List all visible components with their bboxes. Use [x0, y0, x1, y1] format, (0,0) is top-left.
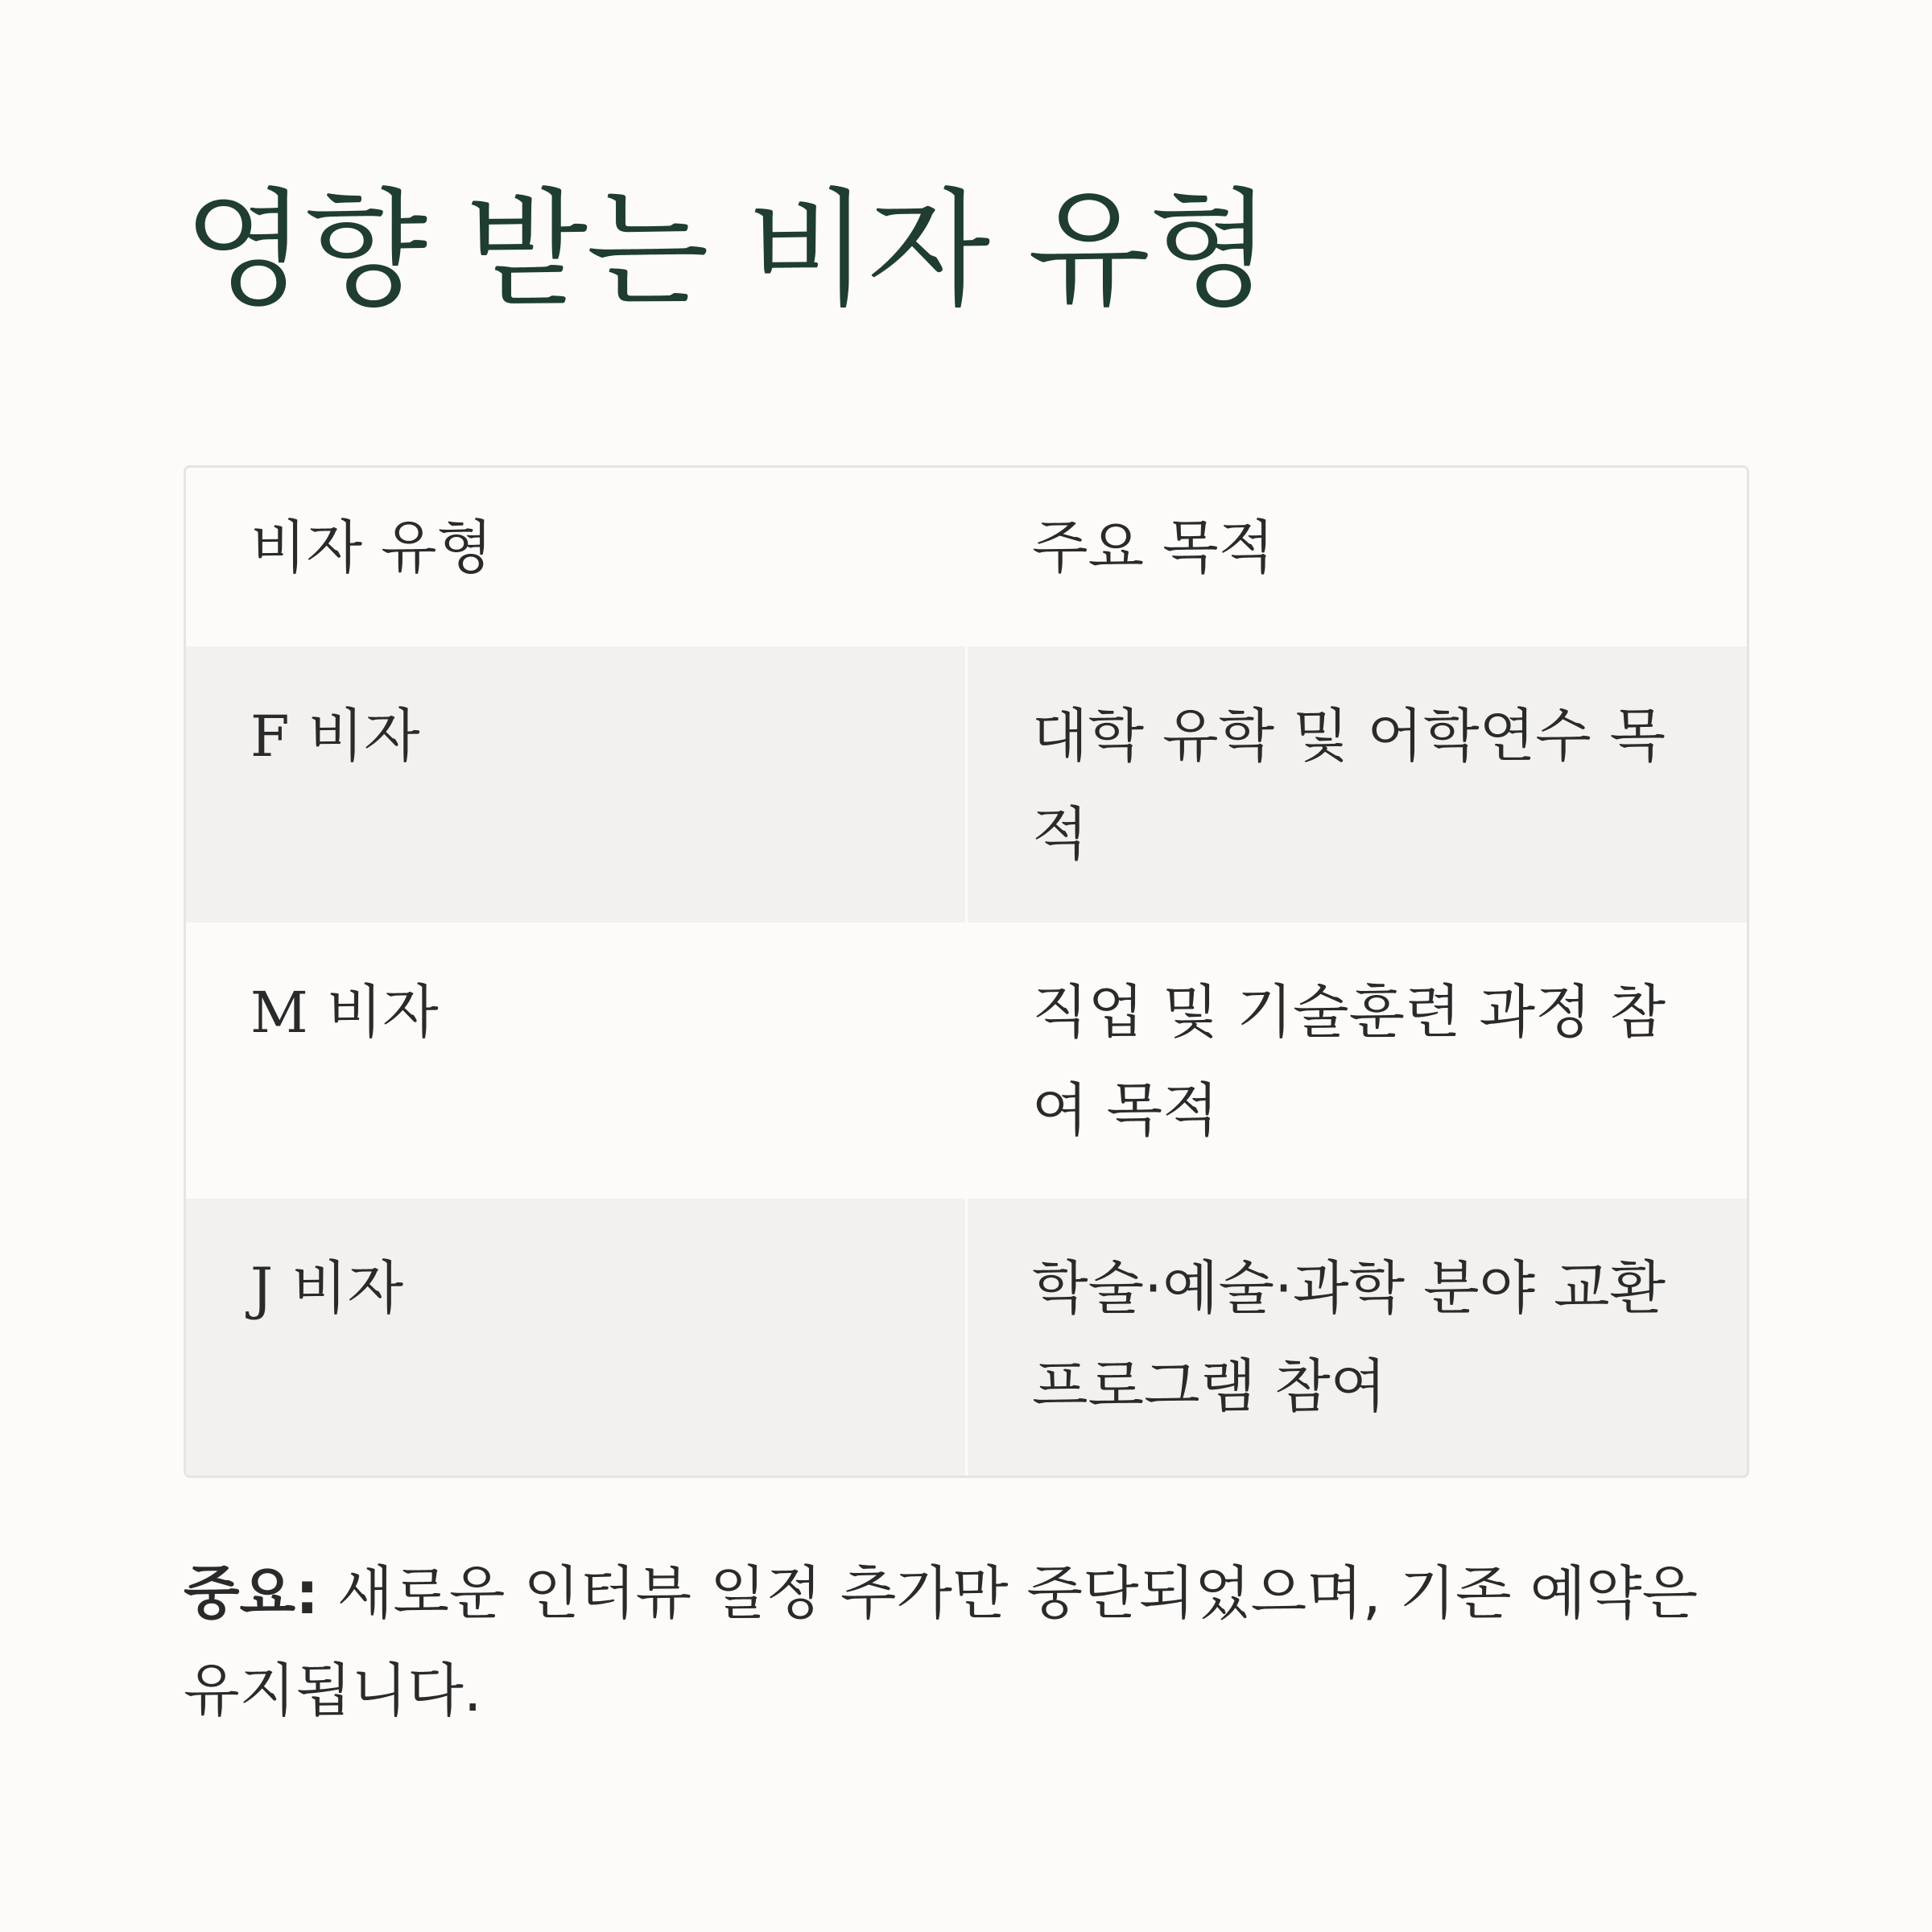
visa-suffix: 비자	[289, 702, 420, 770]
table-row	[186, 1199, 1747, 1476]
purpose-cell: 학술·예술·과학 분야 교환 프로그램 참여	[1032, 1254, 1666, 1420]
visa-letter: J	[250, 1256, 274, 1322]
visa-type-cell	[186, 646, 968, 923]
visa-letter: F	[250, 704, 290, 770]
page-title: 영향 받는 비자 유형	[184, 176, 1270, 324]
visa-suffix: 비자	[308, 978, 439, 1046]
note-label: 중요:	[184, 1559, 319, 1627]
header-visa-type: 비자 유형	[250, 514, 493, 581]
note-text: 새로운 인터뷰 일정 추가만 중단되었으며, 기존 예약은 유지됩니다.	[184, 1559, 1699, 1724]
purpose-cell: 대학 유학 및 어학연수 목적	[1032, 702, 1666, 868]
header-main-purpose: 주요 목적	[1032, 514, 1275, 581]
table-row	[186, 646, 1747, 923]
important-note	[184, 1545, 1745, 1740]
visa-letter: M	[250, 980, 308, 1046]
table-header-row	[186, 468, 1747, 646]
visa-type-cell	[186, 923, 968, 1199]
visa-types-table	[184, 465, 1749, 1478]
table-row	[186, 923, 1747, 1199]
visa-type-cell	[186, 1199, 968, 1476]
purpose-cell: 직업 및 기술훈련 과정 참여 목적	[1032, 978, 1666, 1144]
visa-suffix: 비자	[273, 1254, 404, 1322]
